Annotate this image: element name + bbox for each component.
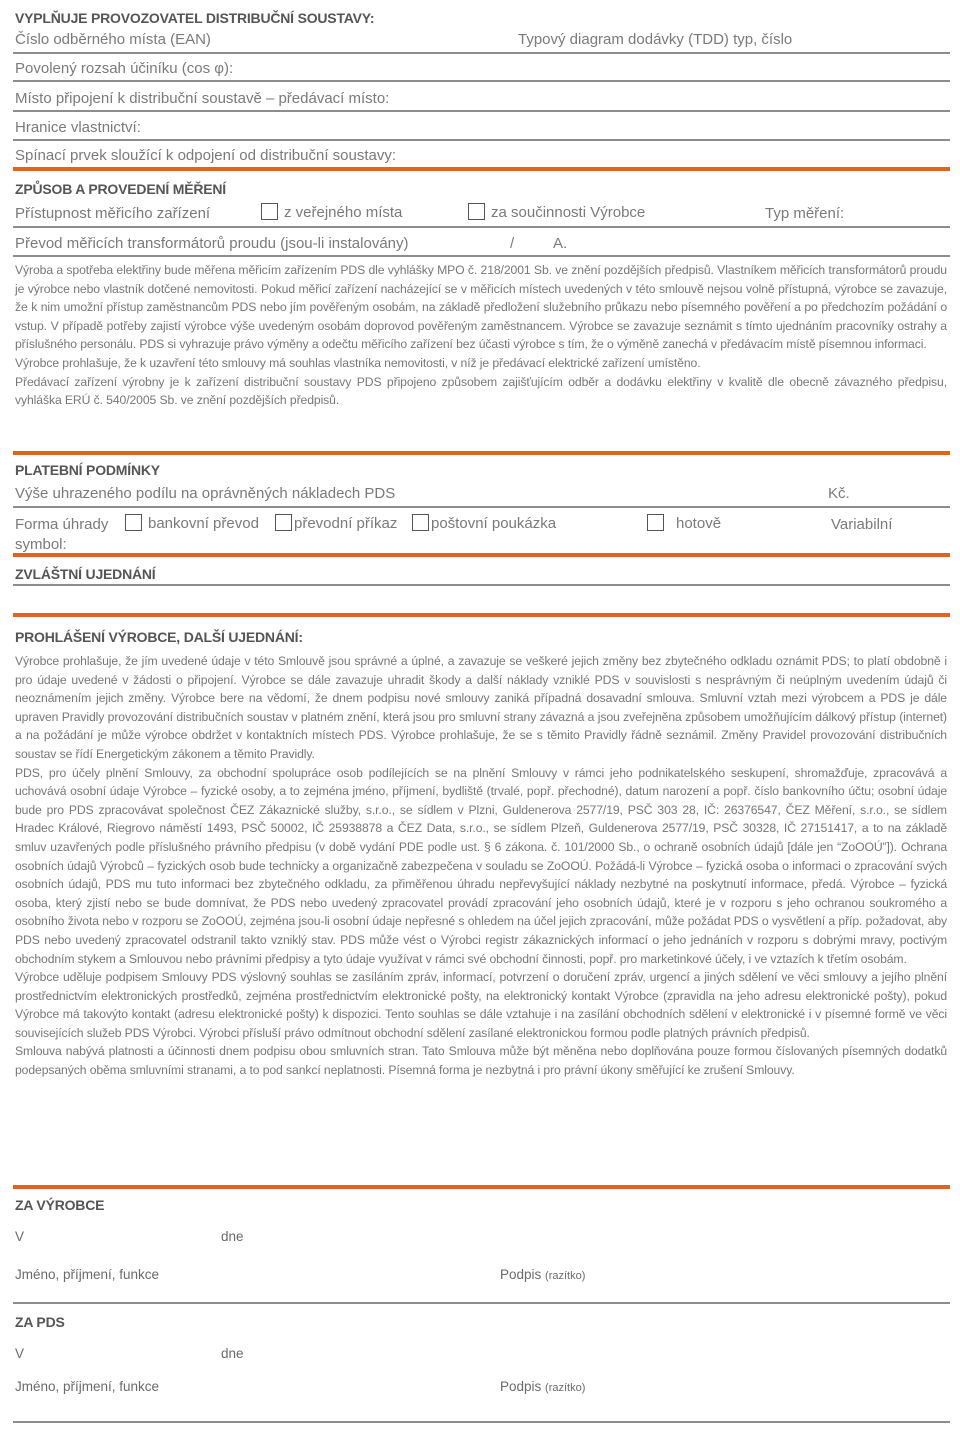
section-divider bbox=[13, 1185, 950, 1189]
transfer-option[interactable] bbox=[125, 514, 259, 532]
power-factor-label: Povolený rozsah účiníku (cos φ): bbox=[15, 60, 234, 77]
amount-label: Výše uhrazeného podílu na oprávněných nákladech PDS bbox=[15, 485, 396, 502]
cash-option-label: hotově bbox=[676, 515, 722, 532]
cash-checkbox[interactable] bbox=[647, 514, 664, 531]
declaration-paragraph: Výrobce uděluje podpisem Smlouvy PDS výslovný souhlas se zasíláním zpráv, informací, potvrzení o doručení zpráv, urgencí a jiných sdělení ve věci smlouvy a jejího plnění prostřednictvím elektronických prostředků, zejména prostřednictvím elektronické pošty, na elektronický kontakt Výrobce (zpravidla na jeho adresu elektronické pošty), pokud Výrobce má takovýto kontakt (adresu elektronické pošty) k dispozici. Tento souhlas se dále vztahuje i na zasílání obchodních sdělení v elektronické i v písemné formě ve věci souvisejících služeb PDS Výrobci. Výrobci přísluší právo odmítnout obchodní sdělení zasílané elektronickou formou podle platných právních předpisů. bbox=[15, 970, 947, 1040]
method-label: Forma úhrady bbox=[15, 516, 109, 533]
connection-label: Místo připojení k distribuční soustavě – předávací místo: bbox=[15, 90, 390, 107]
section-divider bbox=[13, 451, 950, 455]
switch-label: Spínací prvek sloužící k odpojení od distribuční soustavy: bbox=[15, 147, 397, 164]
cooperation-checkbox[interactable] bbox=[468, 203, 485, 220]
transfer-option-label: bankovní převod bbox=[148, 515, 259, 532]
producer-sign-divider bbox=[13, 1302, 950, 1304]
postal-option-label: poštovní poukázka bbox=[431, 515, 557, 532]
variable-label: Variabilní bbox=[831, 516, 893, 533]
power-factor-row bbox=[13, 56, 950, 82]
meter-access-label: Přístupnost měřicího zařízení bbox=[15, 205, 211, 222]
metering-text bbox=[15, 261, 947, 410]
producer-signature-label: Podpis bbox=[500, 1267, 542, 1282]
transformer-row bbox=[13, 231, 950, 257]
currency-label: Kč. bbox=[828, 485, 850, 502]
declaration-paragraph: PDS, pro účely plnění Smlouvy, za obchodní spolupráce osob podílejících se na plnění Smlouvy v rámci jeho podnikatelského seskupení, shromažďuje, zpracovává a uchovává osobní údaje Výrobce – fyzické osoby, a to zejména jméno, příjmení, bydliště (trvalé, popř. přechodné), datum narození a popř. číslo bankovního účtu; osobní údaje bude pro PDS zpracovávat společnost ČEZ Zákaznické služby, s.r.o., se sídlem v Plzni, Guldenerova 2577/19, PSČ 303 28, IČ: 26376547, ČEZ Měření, s.r.o., se sídlem Hradec Králové, Riegrovo náměstí 1493, PSČ 50002, IČ 25938878 a ČEZ Data, s.r.o., se sídlem Plzeň, Guldenerova 2577/19, PSČ 30328, IČ 27151417, a to na základě smluv uzavřených podle příslušného právního předpisu (v době vydání PDE podle ust. § 6 zákona. č. 101/2000 Sb., o ochraně osobních údajů [dále jen “ZoOOÚ”]). Ochrana osobních údajů Výrobců – fyzických osob bude technicky a organizačně zabezpečena v souladu se ZoOOÚ. Požádá-li Výrobce – fyzická osoba o informaci o zpracování svých osobních údajů, PDS mu tuto informaci bez zbytečného odkladu, za přiměřenou úhradu nepřevyšující náklady nezbytné na poskytnutí informace, předá. Výrobce – fyzická osoba, který zjistí nebo se bude domnívat, že PDS nebo uvedený zpracovatel provádí zpracování jeho osobních údajů, které je v rozporu s jeho ochranou soukromého a osobního života nebo v rozporu se ZoOOÚ, zejména jsou-li osobní údaje nepřesné s ohledem na účel jejich zpracování, může požádat PDS o vysvětlení a příp. požadovat, aby PDS nebo uvedený zpracovatel odstranil takto vzniklý stav. PDS může vést o Výrobci registr zákaznických informací o jeho jednáních v rozporu s dobrými mravy, poctivým obchodním stykem a Smlouvou nebo právními předpisy a tyto údaje využívat v rámci své obchodní činnosti, popř. pro marketinkové účely, i ve vztazích k třetím osobám. bbox=[15, 765, 947, 966]
amount-row bbox=[13, 480, 950, 508]
connection-row bbox=[13, 86, 950, 112]
declaration-text bbox=[15, 652, 947, 1080]
order-option-label: převodní příkaz bbox=[294, 515, 398, 532]
order-option[interactable] bbox=[275, 514, 397, 532]
pds-sign-divider bbox=[13, 1421, 950, 1423]
producer-signature bbox=[500, 1267, 585, 1282]
section-divider bbox=[13, 613, 950, 617]
section-divider bbox=[13, 553, 950, 557]
producer-stamp-label: (razítko) bbox=[545, 1270, 586, 1282]
postal-checkbox[interactable] bbox=[412, 514, 429, 531]
meter-type-label: Typ měření: bbox=[765, 205, 845, 222]
public-option-label: z veřejného místa bbox=[284, 204, 403, 221]
metering-paragraph: Výroba a spotřeba elektřiny bude měřena měřicím zařízením PDS dle vyhlášky MPO č. 218/2001 Sb. ve znění pozdějších předpisů. Vlastníkem měřicích transformátorů proudu je výrobce nebo vlastník dotčené nemovitosti. Pokud měřicí zařízení nacházející se v měřicích místech uvedených v této smlouvě nejsou volně přístupná, výrobce se zavazuje, že k nim umožní přístup zaměstnancům PDS nebo jím pověřeným osobám, na základě předložení služebního průkazu nebo písemného pověření a po předchozím požádání o vstup. V případě potřeby zajistí výrobce výše uvedeným osobám doprovod pověřeným zaměstnancem. Výrobce se zavazuje seznámit s tímto ujednáním pracovníky ostrahy a příslušného personálu. PDS si vyhrazuje právo výměny a odečtu měřicího zařízení bez účasti výrobce s tím, že o výměně zanechá v předávacím místě písemnou informaci. bbox=[15, 263, 947, 352]
declaration-heading: PROHLÁŠENÍ VÝROBCE, DALŠÍ UJEDNÁNÍ: bbox=[15, 629, 303, 645]
meter-access-row bbox=[13, 200, 950, 228]
metering-paragraph: Výrobce prohlašuje, že k uzavření této smlouvy má souhlas vlastníka nemovitosti, v níž je předávací elektrické zařízení umístěno. bbox=[15, 355, 701, 370]
payment-method-row bbox=[13, 512, 950, 552]
transformer-label: Převod měřicích transformátorů proudu (jsou-li instalovány) bbox=[15, 235, 409, 252]
transformer-separator: / bbox=[510, 235, 515, 252]
public-option[interactable] bbox=[261, 203, 402, 221]
cooperation-option[interactable] bbox=[468, 203, 645, 221]
pds-stamp-label: (razítko) bbox=[545, 1382, 586, 1394]
ean-label: Číslo odběrného místa (EAN) bbox=[15, 31, 211, 48]
ownership-row bbox=[13, 115, 950, 141]
ean-row bbox=[13, 28, 950, 54]
symbol-label: symbol: bbox=[15, 536, 67, 553]
metering-heading: ZPŮSOB A PROVEDENÍ MĚŘENÍ bbox=[15, 181, 226, 197]
declaration-paragraph: Výrobce prohlašuje, že jím uvedené údaje v této Smlouvě jsou správné a úplné, a zavazuje se veškeré jejich změny bez zbytečného odkladu oznámit PDS; to platí obdobně i pro údaje uvedené v žádosti o připojení. Výrobce se dále zavazuje uhradit škody a další náklady vzniklé PDS v souvislosti s nesprávným či neúplným uvedením údajů či neoznámením jejich změny. Výrobce bere na vědomí, že dnem podpisu nové smlouvy zaniká případná dosavadní smlouva. Smluvní vztah mezi výrobcem a PDS je dále upraven Pravidly provozování distribučních soustav v platném znění, která jsou pro smluvní strany závazná a jsou zveřejněna způsobem umožňujícím dálkový přístup (internet) a na požádání je může výrobce obdržet v kontaktních místech PDS. Výrobce prohlašuje, že se s těmito Pravidly řádně seznámil. Změny Pravidel provozování distribučních soustav se řídí Energetickým zákonem a těmito Pravidly. bbox=[15, 654, 947, 761]
special-line bbox=[13, 584, 950, 586]
pds-name-label: Jméno, příjmení, funkce bbox=[15, 1379, 160, 1394]
pds-place-label: V bbox=[15, 1346, 25, 1361]
pds-date-label: dne bbox=[221, 1346, 244, 1361]
operator-heading: VYPLŇUJE PROVOZOVATEL DISTRIBUČNÍ SOUSTAVY: bbox=[15, 10, 375, 26]
cooperation-option-label: za součinnosti Výrobce bbox=[491, 204, 646, 221]
transfer-checkbox[interactable] bbox=[125, 514, 142, 531]
pds-signature bbox=[500, 1379, 585, 1394]
order-checkbox[interactable] bbox=[275, 514, 292, 531]
producer-date-label: dne bbox=[221, 1229, 244, 1244]
producer-name-label: Jméno, příjmení, funkce bbox=[15, 1267, 160, 1282]
producer-place-label: V bbox=[15, 1229, 25, 1244]
special-heading: ZVLÁŠTNÍ UJEDNÁNÍ bbox=[15, 566, 156, 582]
pds-signature-label: Podpis bbox=[500, 1379, 542, 1394]
declaration-paragraph: Smlouva nabývá platnosti a účinnosti dnem podpisu obou smluvních stran. Tato Smlouva může být měněna nebo doplňována pouze formou číslovaných písemných dodatků podepsaných oběma smluvními stranami, a to pod sankcí neplatnosti. Písemná forma je nezbytná i pro právní úkony směřující ke zrušení Smlouvy. bbox=[15, 1044, 947, 1078]
section-divider bbox=[13, 167, 950, 171]
producer-sign-heading: ZA VÝROBCE bbox=[15, 1197, 105, 1213]
tdd-label: Typový diagram dodávky (TDD) typ, číslo bbox=[518, 31, 793, 48]
ownership-label: Hranice vlastnictví: bbox=[15, 119, 141, 136]
switch-row bbox=[13, 143, 950, 167]
postal-option[interactable] bbox=[412, 514, 556, 532]
pds-sign-heading: ZA PDS bbox=[15, 1314, 65, 1330]
cash-option[interactable] bbox=[647, 514, 721, 532]
payment-heading: PLATEBNÍ PODMÍNKY bbox=[15, 462, 160, 478]
metering-paragraph: Předávací zařízení výrobny je k zařízení distribuční soustavy PDS připojeno způsobem zajišťujícím odběr a dodávku elektřiny v kvalitě dle obecně závazného předpisu, vyhláška ERÚ č. 540/2005 Sb. ve znění pozdějších předpisů. bbox=[15, 374, 947, 408]
transformer-unit: A. bbox=[553, 235, 568, 252]
public-checkbox[interactable] bbox=[261, 203, 278, 220]
